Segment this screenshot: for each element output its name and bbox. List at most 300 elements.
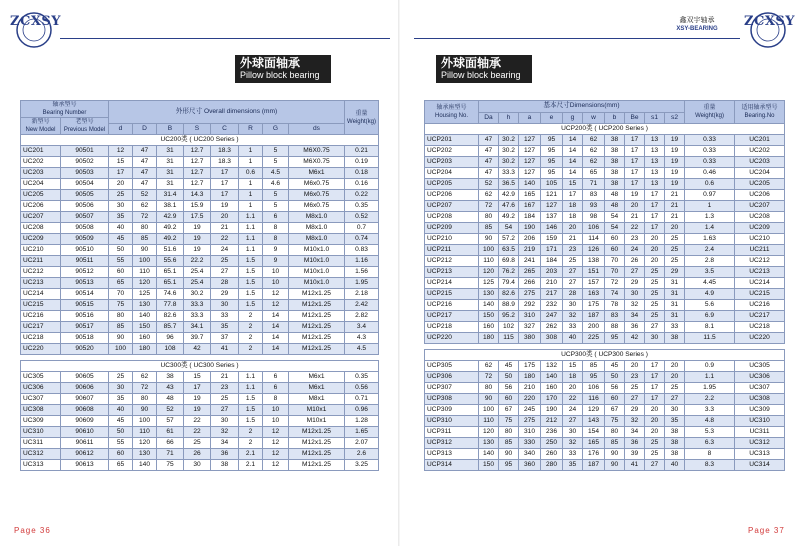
table-cell: 88.9 — [499, 300, 519, 311]
table-cell: 18 — [563, 212, 583, 223]
table-cell: 140 — [519, 179, 541, 190]
table-row — [21, 438, 379, 449]
table-cell: 3.3 — [685, 405, 735, 416]
table-cell: 30.2 — [499, 157, 519, 168]
table-cell: 15 — [563, 361, 583, 372]
table-cell: 90503 — [61, 168, 109, 179]
table-cell: 1.1 — [239, 383, 263, 394]
table-cell: 17 — [645, 383, 665, 394]
table-cell: 12.7 — [184, 157, 211, 168]
table-cell: 10 — [263, 278, 289, 289]
table-cell: 184 — [519, 212, 541, 223]
table-cell: 47 — [479, 146, 499, 157]
table-cell: 340 — [519, 449, 541, 460]
column-header: Da — [479, 112, 499, 124]
table-row — [21, 300, 379, 311]
table-cell: 32 — [211, 427, 239, 438]
table-cell: 30 — [563, 427, 583, 438]
table-cell: 127 — [541, 201, 563, 212]
header-dimensions-right: 基本尺寸Dimensions(mm) — [479, 101, 685, 113]
table-row — [21, 278, 379, 289]
table-cell: 25.4 — [184, 267, 211, 278]
table-cell: 114 — [583, 234, 605, 245]
table-cell: 21 — [211, 223, 239, 234]
table-cell: 95 — [541, 168, 563, 179]
table-cell: 175 — [519, 361, 541, 372]
table-cell: 45 — [109, 416, 133, 427]
table-row — [425, 234, 785, 245]
table-row — [21, 256, 379, 267]
table-cell: 6 — [263, 372, 289, 383]
table-cell: 85 — [479, 223, 499, 234]
table-cell: 20 — [645, 427, 665, 438]
table-cell: 75 — [157, 460, 184, 471]
table-cell: 10 — [263, 405, 289, 416]
table-cell: 25 — [109, 190, 133, 201]
table-cell: 32 — [563, 438, 583, 449]
table-cell: 19 — [184, 405, 211, 416]
table-cell: 12 — [263, 427, 289, 438]
header-rule — [60, 38, 390, 39]
table-cell: 50 — [109, 427, 133, 438]
header-weight: 重量 Weight(kg) — [345, 101, 379, 135]
table-cell: UC312 — [21, 449, 61, 460]
table-cell: 20 — [645, 416, 665, 427]
table-cell: 17 — [645, 361, 665, 372]
table-cell: 1.28 — [345, 416, 379, 427]
table-cell: M10x1.0 — [289, 267, 345, 278]
table-cell: 66 — [157, 438, 184, 449]
table-cell: 15 — [184, 372, 211, 383]
table-cell: M6x0.75 — [289, 179, 345, 190]
table-cell: 80 — [133, 223, 157, 234]
table-cell: 115 — [499, 333, 519, 344]
table-cell: M8x1 — [289, 394, 345, 405]
table-row — [425, 256, 785, 267]
table-cell: 23 — [563, 245, 583, 256]
table-cell: 80 — [133, 394, 157, 405]
table-cell: 360 — [519, 460, 541, 471]
table-cell: 38.1 — [157, 201, 184, 212]
table-cell: 74 — [605, 289, 625, 300]
table-cell: 67 — [499, 405, 519, 416]
table-cell: 1 — [685, 201, 735, 212]
table-cell: 18.3 — [211, 146, 239, 157]
table-cell: 56 — [605, 383, 625, 394]
table-cell: 25 — [665, 383, 685, 394]
table-cell: 140 — [541, 372, 563, 383]
table-cell: 17 — [625, 157, 645, 168]
table-cell: 49.2 — [157, 234, 184, 245]
table-row — [21, 190, 379, 201]
table-cell: 4.5 — [263, 168, 289, 179]
table-cell: 30 — [665, 405, 685, 416]
table-cell: 21 — [211, 372, 239, 383]
table-cell: 38 — [211, 460, 239, 471]
table-cell: 165 — [583, 438, 605, 449]
table-cell: 6 — [263, 383, 289, 394]
table-cell: 82.6 — [499, 289, 519, 300]
table-cell: 33.3 — [499, 168, 519, 179]
table-cell: 33 — [563, 449, 583, 460]
table-cell: 90 — [133, 405, 157, 416]
table-cell: 150 — [479, 311, 499, 322]
table-cell: 132 — [541, 361, 563, 372]
section-header-row — [21, 135, 379, 146]
table-cell: 96 — [157, 333, 184, 344]
table-cell: 48 — [605, 190, 625, 201]
table-cell: UCP308 — [425, 394, 479, 405]
table-row — [425, 438, 785, 449]
table-row — [425, 383, 785, 394]
table-cell: 33 — [665, 322, 685, 333]
table-cell: UC201 — [21, 146, 61, 157]
table-cell: 55 — [109, 438, 133, 449]
table-cell: 23 — [211, 383, 239, 394]
table-cell: 90507 — [61, 212, 109, 223]
table-cell: 20 — [211, 212, 239, 223]
right-page — [400, 0, 800, 546]
table-cell: UC201 — [735, 135, 785, 146]
table-cell: 5 — [263, 190, 289, 201]
table-cell: 0.83 — [345, 245, 379, 256]
table-cell: 14 — [563, 146, 583, 157]
table-cell: 60 — [605, 245, 625, 256]
table-cell: 19 — [665, 179, 685, 190]
section-header: UCP300类 ( UCP300 Series ) — [425, 350, 785, 361]
table-cell: 62 — [133, 201, 157, 212]
table-cell: UCP305 — [425, 361, 479, 372]
table-cell: 2.82 — [345, 311, 379, 322]
table-cell: 210 — [519, 383, 541, 394]
table-cell: 80 — [109, 311, 133, 322]
table-row — [21, 311, 379, 322]
table-cell: M8x1.0 — [289, 212, 345, 223]
table-cell: 95 — [541, 157, 563, 168]
table-cell: UC220 — [735, 333, 785, 344]
table-cell: 1.5 — [239, 267, 263, 278]
table-cell: 20 — [645, 256, 665, 267]
table-cell: 30 — [625, 289, 645, 300]
table-cell: UCP220 — [425, 333, 479, 344]
table-cell: 127 — [519, 168, 541, 179]
table-cell: 25.4 — [184, 278, 211, 289]
table-cell: 90505 — [61, 190, 109, 201]
table-cell: UC211 — [21, 256, 61, 267]
table-cell: 1.5 — [239, 278, 263, 289]
table-row — [21, 333, 379, 344]
table-cell: 38 — [665, 449, 685, 460]
table-row — [425, 168, 785, 179]
table-cell: 65 — [109, 278, 133, 289]
table-cell: 60 — [499, 394, 519, 405]
table-cell: 1 — [239, 190, 263, 201]
table-cell: 10 — [263, 267, 289, 278]
table-cell: 247 — [541, 311, 563, 322]
table-cell: 1.1 — [239, 245, 263, 256]
table-cell: 0.74 — [345, 234, 379, 245]
table-row — [425, 278, 785, 289]
table-cell: 21 — [665, 201, 685, 212]
table-cell: 31 — [157, 179, 184, 190]
table-cell: 30.2 — [499, 146, 519, 157]
table-cell: 120 — [133, 278, 157, 289]
table-cell: UC204 — [735, 168, 785, 179]
table-cell: 3.25 — [345, 460, 379, 471]
table-cell: 17 — [211, 179, 239, 190]
table-cell: 32 — [563, 311, 583, 322]
table-cell: UC306 — [21, 383, 61, 394]
table-cell: 225 — [583, 333, 605, 344]
table-cell: UC202 — [21, 157, 61, 168]
table-cell: 70 — [605, 267, 625, 278]
table-cell: 2.42 — [345, 300, 379, 311]
table-cell: 42.9 — [157, 212, 184, 223]
table-cell: 170 — [541, 394, 563, 405]
table-cell: 35 — [211, 322, 239, 333]
table-cell: UC203 — [21, 168, 61, 179]
table-cell: 127 — [519, 146, 541, 157]
table-cell: 79.4 — [499, 278, 519, 289]
table-cell: 90502 — [61, 157, 109, 168]
table-cell: 29 — [625, 405, 645, 416]
table-cell: 11.5 — [685, 333, 735, 344]
table-cell: 0.97 — [685, 190, 735, 201]
table-cell: 20 — [645, 245, 665, 256]
table-cell: 20 — [665, 361, 685, 372]
table-cell: 9 — [263, 245, 289, 256]
table-cell: 2 — [239, 427, 263, 438]
table-cell: 1 — [239, 201, 263, 212]
table-cell: 90518 — [61, 333, 109, 344]
table-cell: 18.3 — [211, 157, 239, 168]
table-cell: 120 — [479, 427, 499, 438]
ucp-spec-table — [424, 100, 785, 471]
table-cell: 17 — [645, 212, 665, 223]
table-cell: 65 — [583, 168, 605, 179]
table-cell: UC218 — [735, 322, 785, 333]
table-cell: 20 — [109, 179, 133, 190]
table-cell: 14.3 — [184, 190, 211, 201]
column-header: ds — [289, 124, 345, 135]
table-cell: 219 — [519, 245, 541, 256]
table-cell: 106 — [583, 383, 605, 394]
table-cell: 26 — [184, 449, 211, 460]
table-cell: 36 — [625, 438, 645, 449]
table-cell: 31.4 — [157, 190, 184, 201]
table-row — [425, 449, 785, 460]
table-cell: 0.18 — [345, 168, 379, 179]
table-cell: 2.8 — [685, 256, 735, 267]
table-cell: UC307 — [21, 394, 61, 405]
table-cell: 17 — [109, 168, 133, 179]
table-cell: UC310 — [21, 427, 61, 438]
table-cell: 151 — [583, 267, 605, 278]
column-header: D — [133, 124, 157, 135]
table-cell: 75 — [605, 416, 625, 427]
header-bearing-number: 轴承型号 Bearing Number — [21, 101, 109, 118]
table-cell: 275 — [519, 289, 541, 300]
table-cell: 160 — [479, 322, 499, 333]
table-cell: 14 — [263, 344, 289, 355]
right-title-zh: 外球面轴承 — [441, 56, 502, 70]
table-cell: 210 — [541, 278, 563, 289]
table-cell: 30 — [211, 416, 239, 427]
table-cell: 140 — [479, 449, 499, 460]
left-title-box — [235, 55, 331, 83]
table-cell: 80 — [499, 427, 519, 438]
table-cell: UC305 — [21, 372, 61, 383]
table-cell: 1.5 — [239, 394, 263, 405]
table-cell: 12.7 — [184, 168, 211, 179]
table-cell: 41 — [625, 460, 645, 471]
table-cell: UCP307 — [425, 383, 479, 394]
table-cell: 203 — [541, 267, 563, 278]
table-cell: 62 — [479, 190, 499, 201]
table-cell: 38 — [605, 135, 625, 146]
table-cell: 4.5 — [345, 344, 379, 355]
table-cell: 163 — [583, 289, 605, 300]
table-row — [425, 245, 785, 256]
table-cell: 154 — [583, 427, 605, 438]
table-cell: 31 — [157, 157, 184, 168]
header-bearing-no: 适用轴承型号 Bearing.No — [735, 101, 785, 124]
table-cell: 47 — [133, 168, 157, 179]
table-cell: 236 — [541, 427, 563, 438]
table-cell: 60 — [605, 234, 625, 245]
table-cell: 100 — [109, 344, 133, 355]
table-cell: 0.52 — [345, 212, 379, 223]
table-cell: 308 — [541, 333, 563, 344]
table-cell: 17 — [645, 223, 665, 234]
table-cell: 187 — [583, 460, 605, 471]
table-cell: 17 — [645, 372, 665, 383]
table-cell: 1.56 — [345, 267, 379, 278]
table-cell: 50 — [605, 372, 625, 383]
table-row — [425, 201, 785, 212]
table-cell: 57 — [157, 416, 184, 427]
table-cell: 100 — [479, 245, 499, 256]
table-cell: 21 — [563, 234, 583, 245]
table-cell: UCP311 — [425, 427, 479, 438]
table-cell: 14 — [563, 157, 583, 168]
table-cell: 20 — [563, 223, 583, 234]
table-cell: M6x1 — [289, 383, 345, 394]
table-cell: UCP210 — [425, 234, 479, 245]
table-cell: UCP217 — [425, 311, 479, 322]
table-cell: 100 — [133, 256, 157, 267]
table-cell: M12x1.25 — [289, 344, 345, 355]
right-title-en: Pillow block bearing — [441, 70, 521, 80]
table-cell: 102 — [499, 322, 519, 333]
table-cell: 90508 — [61, 223, 109, 234]
section-header-row — [425, 124, 785, 135]
table-cell: 8.3 — [685, 460, 735, 471]
table-cell: 1.1 — [685, 372, 735, 383]
table-cell: 90512 — [61, 267, 109, 278]
table-cell: 50 — [109, 245, 133, 256]
table-cell: 30.2 — [499, 135, 519, 146]
column-header: h — [499, 112, 519, 124]
table-cell: 36 — [625, 322, 645, 333]
table-cell: 1.5 — [239, 289, 263, 300]
table-row — [425, 300, 785, 311]
table-row — [21, 267, 379, 278]
table-cell: 90 — [109, 333, 133, 344]
column-header: S — [184, 124, 211, 135]
table-cell: 29 — [625, 278, 645, 289]
table-cell: 159 — [541, 234, 563, 245]
column-header: d — [109, 124, 133, 135]
table-cell: 95.2 — [499, 311, 519, 322]
table-cell: 130 — [479, 438, 499, 449]
table-cell: 19 — [665, 168, 685, 179]
table-cell: 0.33 — [685, 146, 735, 157]
table-cell: 4.45 — [685, 278, 735, 289]
table-cell: UCP206 — [425, 190, 479, 201]
table-cell: M10x1 — [289, 405, 345, 416]
table-cell: 72 — [479, 201, 499, 212]
table-cell: 14 — [563, 135, 583, 146]
table-cell: 13 — [645, 168, 665, 179]
table-cell: 250 — [541, 438, 563, 449]
table-cell: 13 — [645, 157, 665, 168]
table-cell: 140 — [479, 300, 499, 311]
table-cell: 129 — [583, 405, 605, 416]
table-row — [425, 157, 785, 168]
table-cell: 17 — [563, 190, 583, 201]
table-cell: 157 — [583, 278, 605, 289]
table-cell: 17 — [625, 146, 645, 157]
table-cell: 9 — [263, 256, 289, 267]
table-cell: 82.6 — [157, 311, 184, 322]
table-cell: 85 — [605, 438, 625, 449]
table-cell: 90515 — [61, 300, 109, 311]
table-cell: 30 — [645, 333, 665, 344]
table-cell: 262 — [541, 322, 563, 333]
table-cell: M12x1.25 — [289, 300, 345, 311]
table-cell: 12 — [263, 438, 289, 449]
table-row — [425, 322, 785, 333]
table-cell: 206 — [519, 234, 541, 245]
table-cell: 8 — [263, 223, 289, 234]
table-cell: 50 — [499, 372, 519, 383]
table-cell: UC309 — [735, 405, 785, 416]
brand-logo-text-right: ZCXSY — [744, 14, 796, 29]
table-cell: 76.2 — [499, 267, 519, 278]
table-cell: 2 — [239, 322, 263, 333]
table-cell: 0.96 — [345, 405, 379, 416]
table-cell: 232 — [541, 300, 563, 311]
table-cell: 27 — [211, 267, 239, 278]
table-cell: 0.6 — [239, 168, 263, 179]
table-cell: 95 — [583, 372, 605, 383]
table-row — [21, 427, 379, 438]
table-cell: UC214 — [21, 289, 61, 300]
table-cell: 72 — [133, 212, 157, 223]
table-cell: 1.5 — [239, 405, 263, 416]
table-cell: 4.3 — [345, 333, 379, 344]
table-cell: 90520 — [61, 344, 109, 355]
table-cell: 180 — [519, 372, 541, 383]
table-cell: 75 — [499, 416, 519, 427]
table-cell: 138 — [583, 256, 605, 267]
table-cell: 55.6 — [157, 256, 184, 267]
table-cell: 72 — [133, 383, 157, 394]
header-housing: 轴承座型号 Housing No. — [425, 101, 479, 124]
table-cell: 0.46 — [685, 168, 735, 179]
table-cell: 12.7 — [184, 179, 211, 190]
